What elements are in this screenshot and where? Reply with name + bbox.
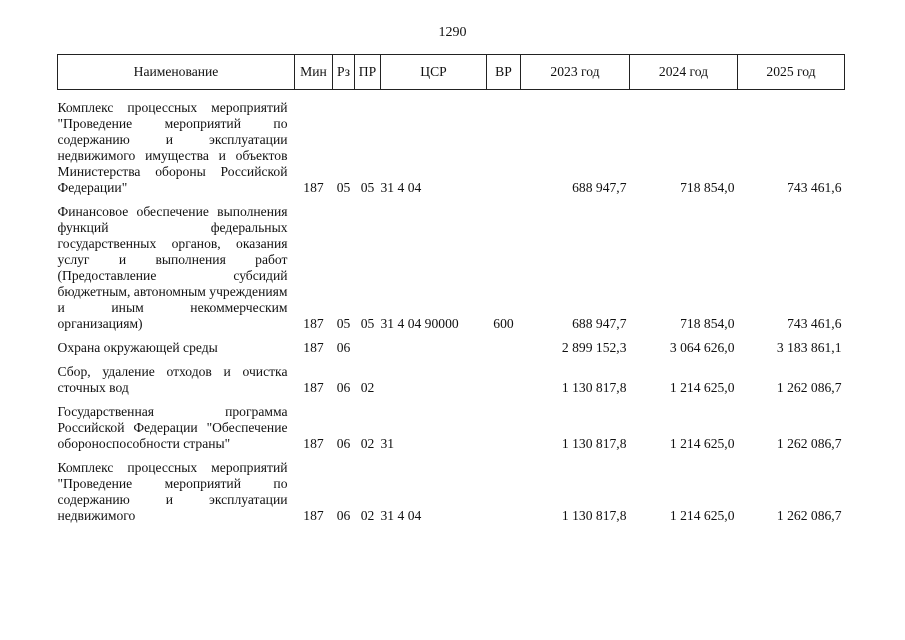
budget-table: [57, 54, 845, 524]
table-row: [58, 404, 845, 452]
row-min: 187: [303, 340, 324, 355]
row-name: Комплекс процессных мероприятий "Проведение мероприятий по содержанию и эксплуатации недвижимого имущества и объектов Министерства обороны Российской Федерации": [57, 100, 288, 195]
row-min: 187: [303, 380, 324, 395]
header-name: Наименование: [58, 55, 295, 90]
row-rz: 06: [336, 380, 351, 395]
table-row: [58, 100, 845, 196]
row-2025: 1 262 086,7: [776, 380, 842, 395]
header-2025: 2025 год: [738, 55, 845, 90]
row-pr: [355, 340, 381, 356]
row-2023: 2 899 152,3: [561, 340, 627, 355]
row-pr: 02: [360, 436, 375, 451]
header-pr: ПР: [355, 55, 381, 90]
table-row: [58, 460, 845, 524]
header-2023: 2023 год: [521, 55, 630, 90]
row-2023: 688 947,7: [572, 180, 627, 195]
row-2024: 1 214 625,0: [669, 508, 735, 523]
header-2024: 2024 год: [630, 55, 738, 90]
row-pr: 02: [360, 508, 375, 523]
row-2025: 3 183 861,1: [776, 340, 842, 355]
row-2024: 3 064 626,0: [669, 340, 735, 355]
row-csr: 31 4 04: [380, 508, 422, 523]
row-2024: 718 854,0: [680, 316, 735, 331]
row-vr: [487, 460, 521, 524]
row-2023: 688 947,7: [572, 316, 627, 331]
header-vr: ВР: [487, 55, 521, 90]
row-pr: 05: [360, 316, 375, 331]
row-csr: [381, 340, 487, 356]
row-2025: 1 262 086,7: [776, 508, 842, 523]
row-vr: [487, 340, 521, 356]
row-2024: 718 854,0: [680, 180, 735, 195]
row-csr: 31: [380, 436, 395, 451]
header-row: [58, 55, 845, 90]
row-2025: 743 461,6: [787, 180, 842, 195]
row-name: Комплекс процессных мероприятий "Проведение мероприятий по содержанию и эксплуатации недвижимого: [57, 460, 288, 523]
row-csr: [381, 364, 487, 396]
row-name: Финансовое обеспечение выполнения функций федеральных государственных органов, оказания услуг и выполнения работ (Предоставление субсидий бюджетным, автономным учреждениям и иным некоммерческим организациям): [57, 204, 288, 331]
header-rz: Рз: [333, 55, 355, 90]
row-min: 187: [303, 436, 324, 451]
row-rz: 05: [336, 316, 351, 331]
row-vr: [487, 404, 521, 452]
row-rz: 06: [336, 340, 351, 355]
row-2023: 1 130 817,8: [561, 508, 627, 523]
row-pr: 05: [360, 180, 375, 195]
row-min: 187: [303, 508, 324, 523]
row-2024: 1 214 625,0: [669, 436, 735, 451]
row-csr: 31 4 04 90000: [380, 316, 459, 331]
row-vr: 600: [493, 316, 514, 331]
row-name: Государственная программа Российской Федерации "Обеспечение обороноспособности страны": [57, 404, 288, 451]
row-2025: 743 461,6: [787, 316, 842, 331]
row-rz: 06: [336, 436, 351, 451]
row-pr: 02: [360, 380, 375, 395]
row-rz: 06: [336, 508, 351, 523]
row-rz: 05: [336, 180, 351, 195]
row-min: 187: [303, 180, 324, 195]
header-min: Мин: [295, 55, 333, 90]
row-min: 187: [303, 316, 324, 331]
row-name: Охрана окружающей среды: [57, 340, 218, 355]
table-row: [58, 340, 845, 356]
table-row: [58, 204, 845, 332]
row-name: Сбор, удаление отходов и очистка сточных вод: [57, 364, 288, 395]
page-number: 1290: [438, 25, 467, 40]
row-2024: 1 214 625,0: [669, 380, 735, 395]
header-csr: ЦСР: [381, 55, 487, 90]
table-row: [58, 364, 845, 396]
row-vr: [487, 364, 521, 396]
row-csr: 31 4 04: [380, 180, 422, 195]
row-vr: [487, 100, 521, 196]
row-2025: 1 262 086,7: [776, 436, 842, 451]
row-2023: 1 130 817,8: [561, 380, 627, 395]
row-2023: 1 130 817,8: [561, 436, 627, 451]
